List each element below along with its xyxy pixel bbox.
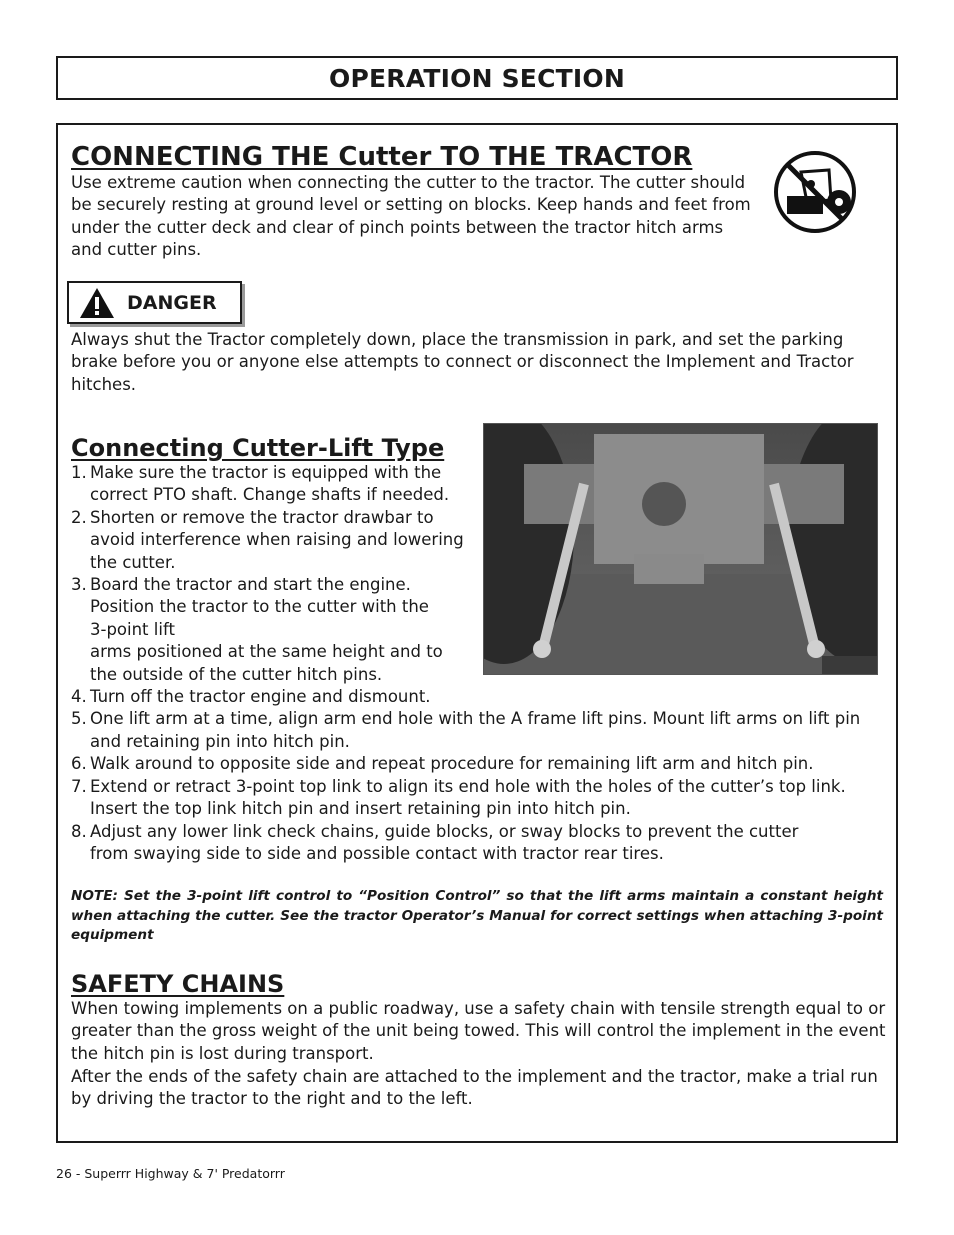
- list-item: 2. Shorten or remove the tractor drawbar to avoid interference when raising and lowering the cutter.: [71, 507, 464, 572]
- connecting-paragraph: Use extreme caution when connecting the cutter to the tractor. The cutter should be securely resting at ground level or setting on blocks. Keep hands and feet from under the cutter deck and clear of pinch points between the tractor hitch arms and cutter pins.: [71, 173, 751, 260]
- page-footer: 26 - Superrr Highway & 7' Predatorrr: [56, 1166, 285, 1181]
- section-header: [56, 56, 898, 100]
- list-item: 4. Turn off the tractor engine and dismount.: [71, 687, 431, 707]
- list-item: 7. Extend or retract 3-point top link to align its end hole with the holes of the cutter’s top link. Insert the top link hitch pin and insert retaining pin into hitch pin.: [71, 776, 846, 819]
- danger-label: DANGER: [127, 291, 217, 314]
- danger-label-box: [67, 281, 242, 324]
- no-rider-prohibition-icon: [771, 150, 859, 234]
- warning-triangle-icon: [79, 287, 115, 319]
- safety-chains-paragraph-2: After the ends of the safety chain are attached to the implement and the tractor, make a trial run by driving the tractor to the right and to the left.: [71, 1067, 878, 1109]
- danger-text: Always shut the Tractor completely down, place the transmission in park, and set the parking brake before you or anyone else attempts to connect or disconnect the Implement and Tractor hitches.: [71, 330, 854, 394]
- position-control-note: NOTE: Set the 3-point lift control to “Position Control” so that the lift arms maintain a constant height when attaching the cutter. See the tractor Operator’s Manual for correct settings when attaching 3-point equipment: [71, 888, 883, 943]
- list-item: 3. Board the tractor and start the engine. Position the tractor to the cutter with the 3-point lift arms positioned at the same height and to the outside of the cutter hitch pins.: [71, 575, 443, 684]
- list-item: 1. Make sure the tractor is equipped with the correct PTO shaft. Change shafts if needed.: [71, 463, 450, 505]
- connecting-title: CONNECTING THE Cutter TO THE TRACTOR: [71, 142, 693, 172]
- list-item: 6. Walk around to opposite side and repeat procedure for remaining lift arm and hitch pin.: [71, 754, 814, 774]
- lift-type-title: Connecting Cutter-Lift Type: [71, 434, 445, 462]
- list-item: 8. Adjust any lower link check chains, guide blocks, or sway blocks to prevent the cutter from swaying side to side and possible contact with tractor rear tires.: [71, 821, 799, 863]
- lift-steps-list: [71, 462, 891, 865]
- safety-chains-paragraph-1: When towing implements on a public roadway, use a safety chain with tensile strength equal to or greater than the gross weight of the unit being towed. This will control the implement in the event the hitch pin is lost during transport.: [71, 999, 886, 1063]
- safety-chains-title: SAFETY CHAINS: [71, 970, 285, 998]
- list-item: 5. One lift arm at a time, align arm end hole with the A frame lift pins. Mount lift arms on lift pin and retaining pin into hitch pin.: [71, 709, 861, 751]
- section-header-title: OPERATION SECTION: [329, 63, 625, 93]
